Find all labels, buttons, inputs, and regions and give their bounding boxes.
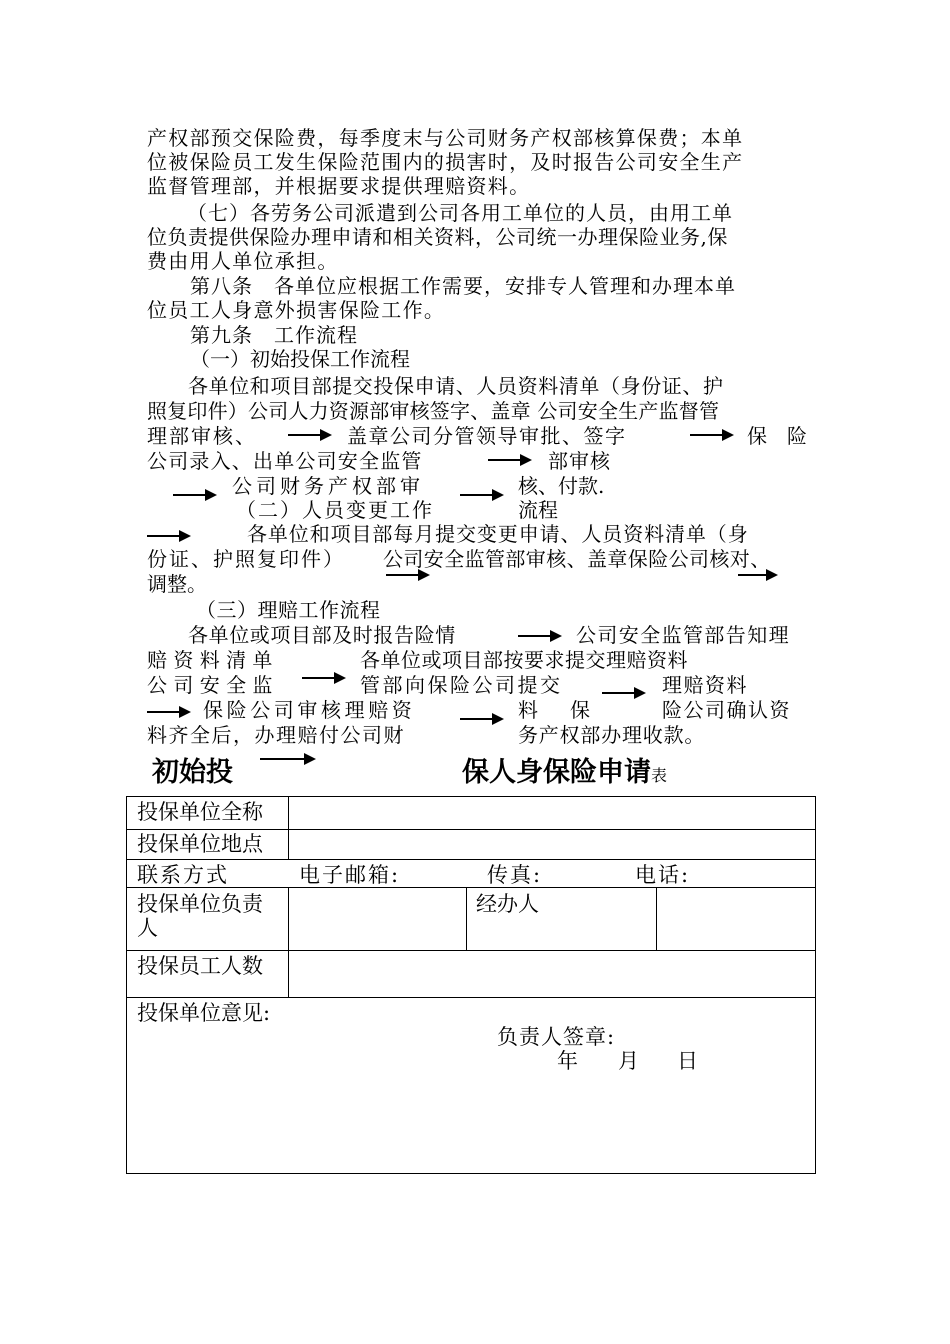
flow1-text-a: 理部审核、 [147,424,257,448]
flow1-arrow-5 [460,494,502,496]
body-line-7: 第八条 各单位应根据工作需要，安排专人管理和办理本单 [190,274,736,298]
flow1-text-g: 核、付款. [518,474,605,498]
flow3-line-4c: 险公司确认资 [662,698,791,722]
flow1-text-f: 公司财务产权部审 [232,474,424,498]
flow1-arrow-4 [173,494,215,496]
handler-field[interactable] [657,888,815,949]
flow3-line-3b: 管部向保险公司提交 [360,673,563,697]
handler-label: 经办人 [476,892,539,916]
flow2-title-2: 流程 [518,498,558,522]
flow3-line-3a: 公 司 安 全 监 [147,673,273,697]
flow1-text-b: 盖章公司分管领导审批、签字 [347,424,627,448]
flow3-arrow-3 [602,692,644,694]
contact-label: 联系方式 [137,863,229,887]
flow3-line-4b: 料 保 [518,698,596,722]
flow1-arrow-3 [488,459,530,461]
employee-count-field[interactable] [289,951,815,997]
date-year: 年 [557,1049,578,1073]
col-divider [466,887,467,950]
flow3-line-4a: 保险公司审核理赔资 [203,698,416,722]
body-line-5: 位负责提供保险办理申请和相关资料，公司统一办理保险业务,保 [147,225,728,249]
flow3-arrow-2 [302,677,344,679]
row-divider [127,997,815,998]
body-line-6: 费由用人单位承担。 [147,249,339,273]
date-month: 月 [618,1049,639,1073]
body-line-2: 位被保险员工发生保险范围内的损害时，及时报告公司安全生产 [147,150,744,174]
signature-label: 负责人签章: [497,1025,616,1049]
body-line-4: （七）各劳务公司派遣到公司各用工单位的人员，由用工单 [187,201,733,225]
flow2-line-2a: 份证、护照复印件） [147,547,345,571]
flow1-text-c: 保 险 [747,424,807,448]
principal-label-line1: 投保单位负责 [137,892,263,916]
flow1-arrow-2 [690,434,732,436]
row-divider [127,859,815,860]
flow1-text-e: 部审核 [548,449,611,473]
flow1-text-d: 公司录入、出单公司安全监管 [147,449,423,473]
body-line-12: 照复印件）公司人力资源部审核签字、盖章 公司安全生产监督管 [147,399,720,423]
flow3-line-1b: 公司安全监管部告知理 [576,623,790,647]
flow3-line-5a: 料齐全后，办理赔付公司财 [147,723,405,747]
flow3-arrow-4 [147,711,189,713]
principal-field[interactable] [289,888,465,949]
flow3-line-3c: 理赔资料 [662,673,748,697]
form-title-left: 初始投 [152,757,233,788]
flow2-arrow-1 [147,535,189,537]
body-line-3: 监督管理部，并根据要求提供理赔资料。 [147,174,531,198]
flow2-line-2b: 公司安全监管部审核、盖章保险公司核对、 [383,547,771,571]
flow2-line-1: 各单位和项目部每月提交变更申请、人员资料清单（身 [247,522,749,546]
flow2-arrow-2 [386,574,428,576]
company-address-label: 投保单位地点 [137,832,263,856]
flow3-line-1a: 各单位或项目部及时报告险情 [188,623,456,647]
date-day: 日 [677,1049,698,1073]
insurance-application-form [126,796,816,1174]
body-line-8: 位员工人身意外损害保险工作。 [147,298,446,322]
flow3-title: （三）理赔工作流程 [196,598,381,622]
fax-label: 传真: [487,863,543,887]
company-name-field[interactable] [289,798,815,829]
body-line-1: 产权部预交保险费，每季度末与公司财务产权部核算保费；本单 [147,126,744,150]
flow2-line-3: 调整。 [147,572,207,596]
flow3-line-5b: 务产权部办理收款。 [518,723,706,747]
employee-count-label: 投保员工人数 [137,954,263,978]
flow2-title: （二）人员变更工作 [236,498,434,522]
form-title-arrow [260,758,314,760]
flow2-arrow-3 [738,574,776,576]
flow3-line-2b: 各单位或项目部按要求提交理赔资料 [360,648,688,672]
company-address-field[interactable] [289,830,815,859]
form-title-suffix: 表 [651,766,668,785]
opinion-label: 投保单位意见: [137,1001,271,1025]
body-line-9: 第九条 工作流程 [190,323,358,347]
flow3-arrow-1 [518,635,560,637]
form-title-main: 保人身保险申请 [462,757,651,788]
flow3-arrow-5 [460,718,502,720]
email-label: 电子邮箱: [299,863,401,887]
principal-label-line2: 人 [137,916,158,940]
phone-label: 电话: [635,863,691,887]
company-name-label: 投保单位全称 [137,800,263,824]
form-title-right [462,756,667,793]
flow1-arrow-1 [288,434,330,436]
body-line-11: 各单位和项目部提交投保申请、人员资料清单（身份证、护 [188,374,724,398]
body-line-10: （一）初始投保工作流程 [190,347,410,371]
flow3-line-2a: 赔 资 料 清 单 [147,648,273,672]
